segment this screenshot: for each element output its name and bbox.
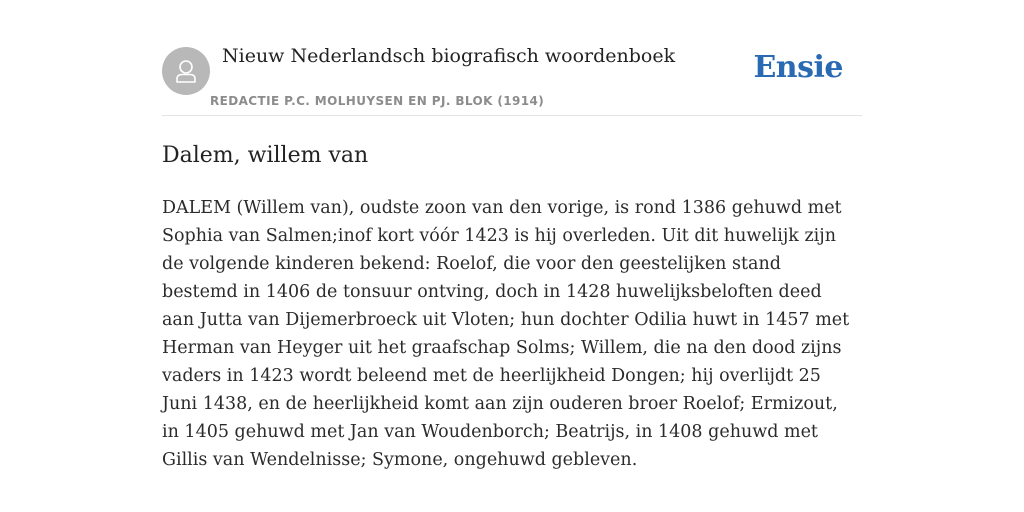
entry-body: DALEM (Willem van), oudste zoon van den vorige, is rond 1386 gehuwd met Sophia van Salmen;inof kort vóór 1423 is hij overleden. Uit dit huwelijk zijn de volgende kinderen bekend: Roelof, die voor den geestelijken stand bestemd in 1406 de tonsuur ontving, doch in 1428 huwelijksbeloften deed aan Jutta van Dijemerbroeck uit Vloten; hun dochter Odilia huwt in 1457 met Herman van Heyger uit het graafschap Solms; Willem, die na den dood zijns vaders in 1423 wordt beleend met de heerlijkheid Dongen; hij overlijdt 25 Juni 1438, en de heerlijkheid komt aan zijn ouderen broer Roelof; Ermizout, in 1405 gehuwd met Jan van Woudenborch; Beatrijs, in 1408 gehuwd met Gillis van Wendelnisse; Symone, ongehuwd gebleven.: [162, 198, 850, 470]
source-title[interactable]: Nieuw Nederlandsch biografisch woordenboek: [222, 45, 676, 67]
source-subtitle: REDACTIE P.C. MOLHUYSEN EN PJ. BLOK (1914): [210, 94, 545, 108]
ensie-logo[interactable]: Ensie: [753, 50, 843, 85]
avatar[interactable]: [162, 47, 210, 95]
user-icon: [171, 56, 201, 86]
page-container: [162, 0, 862, 474]
source-header: [162, 0, 862, 116]
entry-title: Dalem, willem van: [162, 143, 369, 168]
